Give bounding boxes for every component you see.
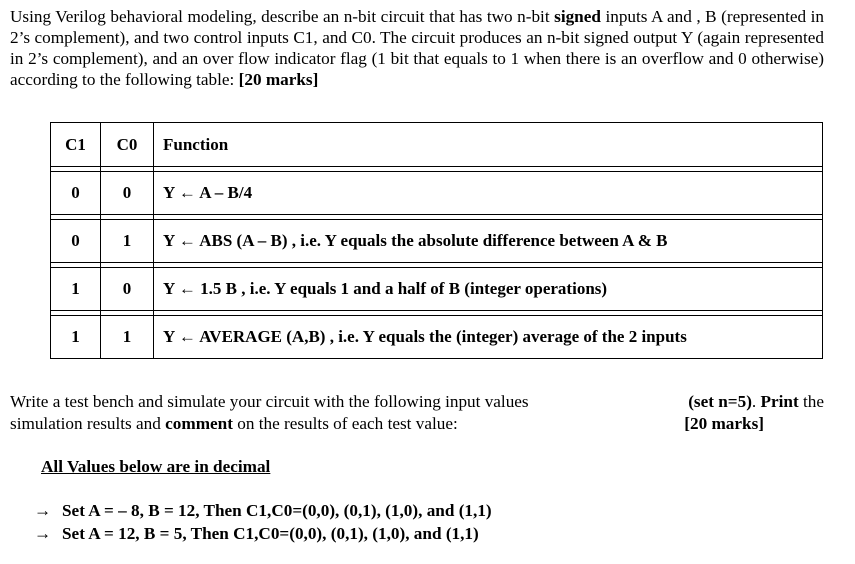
print-keyword: Print: [760, 392, 799, 411]
cell-function: Y ← A – B/4: [154, 172, 823, 215]
testbench-p3: the: [798, 392, 824, 411]
cell-c1: 0: [51, 220, 101, 263]
testbench-p1: Write a test bench and simulate your circuit with the following input values: [10, 392, 529, 411]
test-value-text: Set A = – 8, B = 12, Then C1,C0=(0,0), (0,1), (1,0), and (1,1): [62, 501, 492, 520]
comment-keyword: comment: [165, 414, 233, 433]
cell-c1: 0: [51, 172, 101, 215]
cell-function: Y ← AVERAGE (A,B) , i.e. Y equals the (integer) average of the 2 inputs: [154, 316, 823, 359]
test-value-text: Set A = 12, B = 5, Then C1,C0=(0,0), (0,1), (1,0), and (1,1): [62, 524, 479, 543]
set-n-label: (set n=5): [688, 392, 752, 411]
table-row: [51, 220, 823, 263]
testbench-line-1: [10, 391, 824, 413]
arrow-icon: →: [34, 501, 52, 520]
testbench-p4: simulation results and: [10, 414, 166, 433]
marks-label: [20 marks]: [238, 70, 319, 89]
arrow-icon: →: [34, 524, 52, 543]
testbench-p2: .: [751, 392, 761, 411]
list-item: [34, 522, 492, 545]
cell-function: Y ← 1.5 B , i.e. Y equals 1 and a half of B (integer operations): [154, 268, 823, 311]
cell-c0: 1: [101, 316, 154, 359]
values-heading: All Values below are in decimal: [41, 457, 271, 476]
testbench-marks: [20 marks]: [684, 414, 764, 433]
testbench-instructions: [10, 391, 824, 435]
cell-c0: 0: [101, 268, 154, 311]
cell-function: Y ← ABS (A – B) , i.e. Y equals the absolute difference between A & B: [154, 220, 823, 263]
problem-statement: [10, 6, 824, 90]
test-values-list: [34, 499, 492, 545]
testbench-line-2: [10, 413, 824, 435]
signed-keyword: signed: [554, 7, 601, 26]
intro-text-2: inputs A and , B (represented in 2’s complement), and two control inputs C1, and C0. The circuit produces an n-bit signed output Y (again represented in 2’s complement), and an over flow indicator flag (1 bit that equals to 1 when there is an overflow and 0 otherwise) according to the following table:: [10, 7, 824, 89]
cell-c1: 1: [51, 316, 101, 359]
table-row: [51, 172, 823, 215]
list-item: [34, 499, 492, 522]
function-table: [50, 122, 823, 359]
testbench-p5: on the results of each test value:: [232, 414, 458, 433]
table-header-row: [51, 123, 823, 167]
cell-c0: 0: [101, 172, 154, 215]
table-row: [51, 316, 823, 359]
header-function: Function: [154, 123, 823, 167]
header-c0: C0: [101, 123, 154, 167]
table-row: [51, 268, 823, 311]
intro-text-1: Using Verilog behavioral modeling, describe an n-bit circuit that has two n-bit: [10, 7, 555, 26]
header-c1: C1: [51, 123, 101, 167]
cell-c0: 1: [101, 220, 154, 263]
cell-c1: 1: [51, 268, 101, 311]
